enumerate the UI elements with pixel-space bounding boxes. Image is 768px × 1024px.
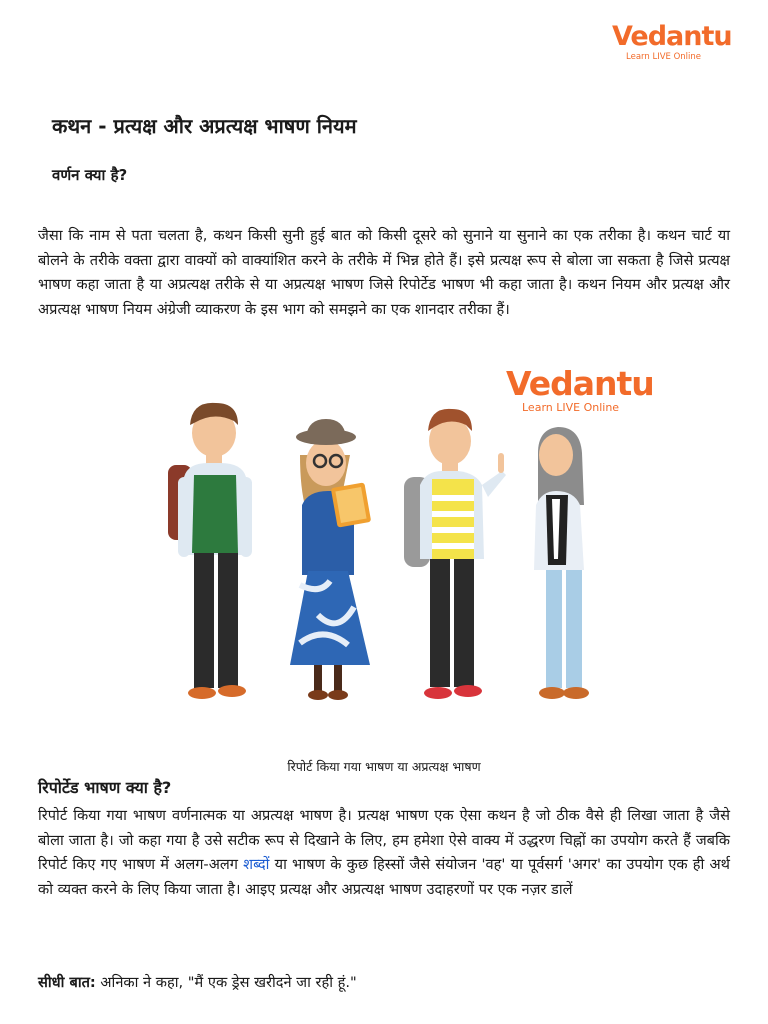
student-grey-hair (534, 427, 589, 699)
illustration-logo-tagline: Learn LIVE Online (522, 401, 620, 414)
figure-caption: रिपोर्ट किया गया भाषण या अप्रत्यक्ष भाषण (287, 759, 481, 774)
page-title: कथन - प्रत्यक्ष और अप्रत्यक्ष भाषण नियम (52, 114, 357, 138)
illustration-logo-wordmark: Vedantu (506, 364, 654, 403)
section-heading-narration: वर्णन क्या है? (52, 166, 128, 184)
paragraph-text-after-link: या भाषण के कुछ हिस्सों जैसे संयोजन 'वह' या पूर्वसर्ग 'अगर' का उपयोग एक ही अर्थ को व्यक्त करने के लिए किया जाता है। आइए प्रत्यक्ष और अप्रत्यक्ष भाषण उदाहरणों पर एक नज़र डालें (38, 856, 730, 898)
student-girl-with-book (290, 419, 371, 700)
reported-speech-paragraph (38, 804, 730, 902)
direct-speech-example (38, 972, 357, 992)
words-link[interactable]: शब्दों (243, 856, 270, 873)
narration-paragraph: जैसा कि नाम से पता चलता है, कथन किसी सुनी हुई बात को किसी दूसरे को सुनाने या सुनाने का एक तरीका है। कथन चार्ट या बोलने के तरीके वक्ता द्वारा वाक्यों को वाक्यांशित करने के तरीके में भिन्न होते हैं। इसे प्रत्यक्ष रूप से बोला जा सकता है जिसे प्रत्यक्ष भाषण कहा जाता है या अप्रत्यक्ष तरीके से या अप्रत्यक्ष भाषण जिसे रिपोर्टेड भाषण भी कहा जाता है। कथन नियम और प्रत्यक्ष और अप्रत्यक्ष भाषण नियम अंग्रेजी व्याकरण के इस भाग को समझने का एक शानदार तरीका हैं। (38, 227, 730, 318)
student-green-vest (168, 403, 252, 699)
students-illustration (38, 345, 730, 740)
student-striped-shirt (404, 409, 506, 699)
direct-speech-text: अनिका ने कहा, "मैं एक ड्रेस खरीदने जा रही हूं." (95, 974, 357, 991)
direct-speech-label: सीधी बात: (38, 974, 96, 991)
logo-wordmark: Vedantu (612, 21, 732, 52)
vedantu-logo (612, 21, 732, 62)
section-heading-reported-speech: रिपोर्टेड भाषण क्या है? (38, 778, 172, 797)
paragraph-text-before-link: रिपोर्ट किया गया भाषण वर्णनात्मक या अप्रत्यक्ष भाषण है। प्रत्यक्ष भाषण एक ऐसा कथन है जो ठीक वैसे ही लिखा जाता है जैसे बोला जाता है। जो कहा गया है उसे सटीक रूप से दिखाने के लिए, हम हमेशा ऐसे वाक्य में उद्धरण चिह्नों का उपयोग करते हैं जबकि रिपोर्ट किए गए भाषण में अलग-अलग (38, 807, 730, 873)
logo-tagline: Learn LIVE Online (626, 52, 702, 62)
